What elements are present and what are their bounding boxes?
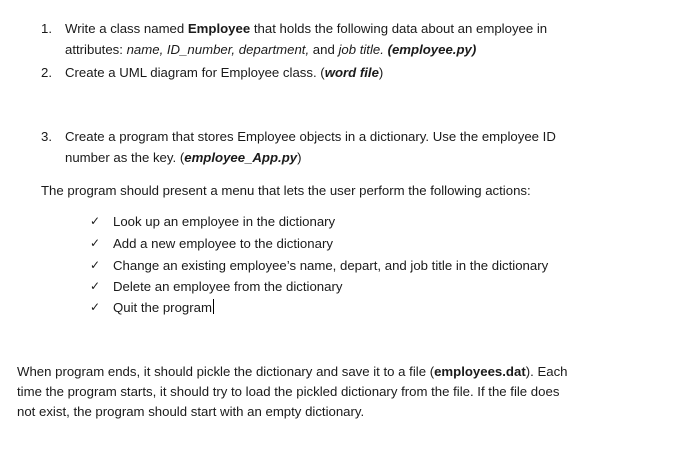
- text-cursor: [213, 299, 214, 314]
- checkmark-icon: ✓: [89, 258, 101, 272]
- filename-employee-py: (employee.py): [387, 42, 477, 57]
- menu-action-item: Add a new employee to the dictionary: [113, 236, 333, 251]
- filename-word-file: word file: [324, 65, 379, 80]
- closing-line-1: When program ends, it should pickle the dictionary and save it to a file (employees.dat). Each: [17, 364, 568, 379]
- menu-action-item: Delete an employee from the dictionary: [113, 279, 343, 294]
- closing-line-3: not exist, the program should start with an empty dictionary.: [17, 404, 365, 419]
- checkmark-icon: ✓: [89, 279, 101, 293]
- checkmark-icon: ✓: [89, 214, 101, 228]
- item-number: 1.: [41, 21, 52, 36]
- item-2-line-1: Create a UML diagram for Employee class. (word file): [65, 65, 384, 80]
- item-1-line-1: Write a class named Employee that holds the following data about an employee in: [65, 21, 548, 36]
- menu-action-item: Look up an employee in the dictionary: [113, 214, 336, 229]
- menu-action-item: Change an existing employee’s name, depart, and job title in the dictionary: [113, 258, 549, 273]
- checkmark-icon: ✓: [89, 300, 101, 314]
- item-3-line-2: number as the key. (employee_App.py): [65, 150, 302, 165]
- filename-employee-app-py: employee_App.py: [184, 150, 298, 165]
- checkmark-icon: ✓: [89, 236, 101, 250]
- item-1-line-2: attributes: name, ID_number, department, and job title. (employee.py): [65, 42, 477, 57]
- menu-intro: The program should present a menu that lets the user perform the following actions:: [41, 183, 531, 198]
- filename-employees-dat: employees.dat: [434, 364, 526, 379]
- closing-line-2: time the program starts, it should try to load the pickled dictionary from the file. If the file does: [17, 384, 560, 399]
- menu-action-item-last[interactable]: Quit the program: [113, 300, 212, 315]
- item-3-line-1: Create a program that stores Employee objects in a dictionary. Use the employee ID: [65, 129, 556, 144]
- class-name-employee: Employee: [187, 21, 251, 36]
- item-number: 3.: [41, 129, 52, 144]
- item-number: 2.: [41, 65, 52, 80]
